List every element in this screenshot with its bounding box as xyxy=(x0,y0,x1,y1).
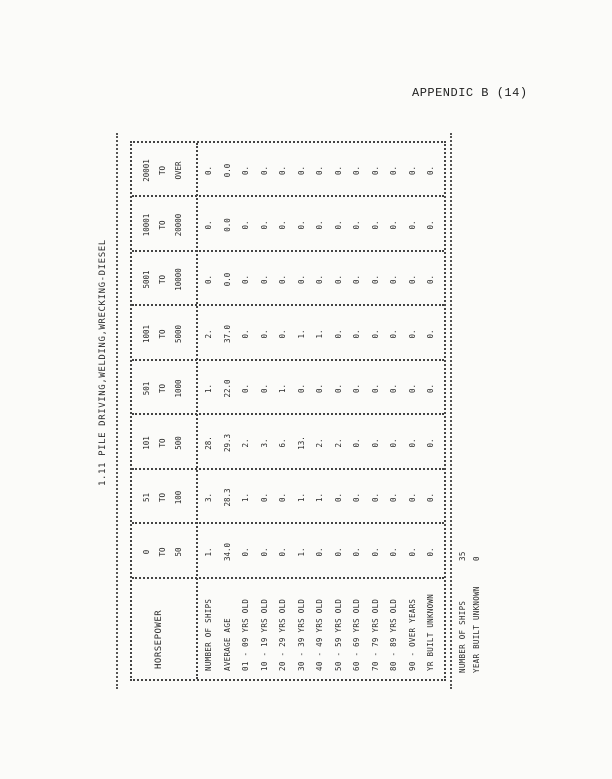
table-cell: 0. xyxy=(370,383,380,394)
column-header-mid: TO xyxy=(158,220,167,230)
table-cell: 0. xyxy=(352,547,361,557)
table-cell: 0. xyxy=(278,220,287,230)
table-cell: 0. xyxy=(296,220,306,230)
table-cell: 0. xyxy=(278,165,287,176)
table-cell: 13. xyxy=(296,436,306,450)
table-cell: 0. xyxy=(370,547,380,557)
column-header-bot: 10000 xyxy=(174,268,183,291)
table-cell: 0. xyxy=(333,492,343,503)
row-label: 10 - 19 YRS OLD xyxy=(259,598,269,671)
table-cell: 0. xyxy=(407,329,417,339)
table-cell: 0. xyxy=(241,329,250,339)
table-cell: 0. xyxy=(407,438,417,448)
table-cell: 0. xyxy=(389,492,398,503)
table-cell: 0. xyxy=(259,165,269,176)
table-cell: 0. xyxy=(241,383,250,394)
table-cell: 0. xyxy=(407,547,417,557)
table-cell: 0. xyxy=(315,274,324,285)
table-cell: 0. xyxy=(315,547,324,557)
footer-unknown-value: 0 xyxy=(472,556,481,561)
row-label: 20 - 29 YRS OLD xyxy=(278,598,287,671)
header-divider xyxy=(196,143,198,679)
table-cell: 0. xyxy=(259,547,269,557)
table-cell: 0. xyxy=(426,383,435,394)
table-cell: 0. xyxy=(352,383,361,394)
table-cell: 0. xyxy=(407,274,417,285)
table-cell: 0. xyxy=(296,165,306,176)
table-cell: 0. xyxy=(426,274,435,285)
table-cell: 0. xyxy=(259,220,269,230)
table-cell: 0. xyxy=(389,220,398,230)
table-cell: 0. xyxy=(352,492,361,503)
table-cell: 22.0 xyxy=(222,379,232,398)
table-cell: 0. xyxy=(370,329,380,339)
horsepower-table xyxy=(130,141,446,681)
table-cell: 0. xyxy=(296,274,306,285)
footer-ships-label: NUMBER OF SHIPS xyxy=(458,600,467,673)
table-cell: 1. xyxy=(204,383,213,394)
row-label: 80 - 89 YRS OLD xyxy=(389,598,398,671)
row-label: 90 - OVER YEARS xyxy=(407,598,417,671)
table-cell: 0. xyxy=(241,547,250,557)
table-cell: 1. xyxy=(315,492,324,503)
table-cell: 3. xyxy=(259,438,269,448)
table-cell: 1. xyxy=(241,492,250,503)
table-cell: 3. xyxy=(204,492,213,503)
column-header-top: 10001 xyxy=(142,213,151,237)
table-cell: 2. xyxy=(241,438,250,448)
table-cell: 0. xyxy=(370,165,380,176)
column-header-bot: 20000 xyxy=(174,213,183,237)
column-header-mid: TO xyxy=(158,165,167,176)
appendix-label: APPENDIC B (14) xyxy=(412,86,528,100)
table-cell: 0. xyxy=(333,165,343,176)
table-cell: 0. xyxy=(352,165,361,176)
row-label: NUMBER OF SHIPS xyxy=(204,598,213,671)
column-header-mid: TO xyxy=(158,329,167,339)
column-header-mid: TO xyxy=(158,383,167,394)
table-cell: 0. xyxy=(315,383,324,394)
column-header-bot: 5000 xyxy=(174,324,183,344)
table-cell: 0. xyxy=(204,165,213,176)
table-cell: 0. xyxy=(370,492,380,503)
top-dotted-rule xyxy=(116,133,118,689)
table-cell: 0. xyxy=(333,547,343,557)
rotated-table-area xyxy=(98,141,481,681)
table-cell: 0. xyxy=(259,383,269,394)
table-cell: 0. xyxy=(315,165,324,176)
table-cell: 2. xyxy=(333,438,343,448)
table-cell: 29.3 xyxy=(222,433,232,453)
table-cell: 0. xyxy=(278,547,287,557)
table-cell: 0. xyxy=(426,165,435,176)
column-header-top: 51 xyxy=(142,492,151,503)
table-cell: 0. xyxy=(315,220,324,230)
row-label: 40 - 49 YRS OLD xyxy=(315,598,324,671)
row-label: 60 - 69 YRS OLD xyxy=(352,598,361,671)
row-label: 01 - 09 YRS OLD xyxy=(241,598,250,671)
table-cell: 0. xyxy=(389,329,398,339)
table-cell: 0. xyxy=(426,547,435,557)
table-cell: 6. xyxy=(278,438,287,448)
column-header-mid: TO xyxy=(158,274,167,285)
table-cell: 0. xyxy=(370,438,380,448)
row-label: 30 - 39 YRS OLD xyxy=(296,598,306,671)
table-cell: 0. xyxy=(204,220,213,230)
table-cell: 0.0 xyxy=(222,218,232,232)
table-cell: 0. xyxy=(352,438,361,448)
table-cell: 0. xyxy=(389,547,398,557)
table-cell: 1. xyxy=(204,547,213,557)
table-cell: 0. xyxy=(333,274,343,285)
table-cell: 0. xyxy=(278,329,287,339)
table-cell: 1. xyxy=(315,329,324,339)
column-header-top: 1001 xyxy=(142,324,151,344)
column-header-bot: 100 xyxy=(174,490,183,505)
column-header-bot: 50 xyxy=(174,547,183,557)
footer-unknown-label: YEAR BUILT UNKNOWN xyxy=(472,586,481,673)
table-cell: 0. xyxy=(389,274,398,285)
table-cell: 0. xyxy=(389,438,398,448)
table-cell: 0. xyxy=(370,274,380,285)
table-cell: 0. xyxy=(241,220,250,230)
table-cell: 0. xyxy=(278,274,287,285)
table-cell: 0. xyxy=(407,165,417,176)
table-cell: 0. xyxy=(333,220,343,230)
table-cell: 1. xyxy=(278,383,287,394)
table-cell: 0. xyxy=(259,274,269,285)
table-cell: 0.0 xyxy=(222,163,232,178)
table-cell: 0. xyxy=(204,274,213,285)
table-cell: 1. xyxy=(296,547,306,557)
table-cell: 0. xyxy=(241,274,250,285)
column-header-mid: TO xyxy=(158,547,167,557)
table-cell: 0. xyxy=(278,492,287,503)
column-header-top: 5001 xyxy=(142,270,151,289)
table-cell: 1. xyxy=(296,492,306,503)
column-header-top: 501 xyxy=(142,381,151,396)
column-header-top: 0 xyxy=(142,549,151,555)
table-cell: 0. xyxy=(352,220,361,230)
table-cell: 0. xyxy=(407,220,417,230)
table-cell: 2. xyxy=(315,438,324,448)
column-header-top: 20001 xyxy=(142,159,151,182)
table-cell: 0. xyxy=(389,383,398,394)
table-cell: 37.0 xyxy=(222,324,232,344)
bottom-dotted-rule xyxy=(450,133,452,689)
row-label: YR BUILT UNKNOWN xyxy=(426,593,435,671)
table-cell: 0. xyxy=(370,220,380,230)
column-header-mid: TO xyxy=(158,438,167,448)
column-header-top: 101 xyxy=(142,436,151,450)
table-cell: 0. xyxy=(426,329,435,339)
row-label: 70 - 79 YRS OLD xyxy=(370,598,380,671)
table-cell: 0. xyxy=(241,165,250,176)
table-cell: 0.0 xyxy=(222,272,232,287)
table-cell: 2. xyxy=(204,329,213,339)
column-header-bot: OVER xyxy=(174,161,183,180)
table-caption: 1.11 PILE DRIVING,WELDING,WRECKING-DIESEL xyxy=(98,239,108,486)
column-header-mid: TO xyxy=(158,492,167,503)
table-cell: 0. xyxy=(407,492,417,503)
table-cell: 0. xyxy=(259,329,269,339)
table-cell: 0. xyxy=(352,329,361,339)
table-cell: 28.3 xyxy=(222,488,232,507)
table-cell: 1. xyxy=(296,329,306,339)
table-cell: 0. xyxy=(426,438,435,448)
table-cell: 0. xyxy=(389,165,398,176)
table-cell: 0. xyxy=(426,492,435,503)
column-header-bot: 500 xyxy=(174,436,183,450)
table-cell: 28. xyxy=(204,436,213,450)
table-cell: 0. xyxy=(407,383,417,394)
row-label: AVERAGE AGE xyxy=(222,618,232,671)
table-cell: 34.0 xyxy=(222,542,232,562)
column-header-bot: 1000 xyxy=(174,379,183,398)
horsepower-header: HORSEPOWER xyxy=(154,609,164,669)
table-cell: 0. xyxy=(333,383,343,394)
table-cell: 0. xyxy=(296,383,306,394)
table-cell: 0. xyxy=(352,274,361,285)
table-cell: 0. xyxy=(259,492,269,503)
footer-ships-value: 35 xyxy=(458,551,467,561)
table-cell: 0. xyxy=(426,220,435,230)
table-cell: 0. xyxy=(333,329,343,339)
row-label: 50 - 59 YRS OLD xyxy=(333,598,343,671)
